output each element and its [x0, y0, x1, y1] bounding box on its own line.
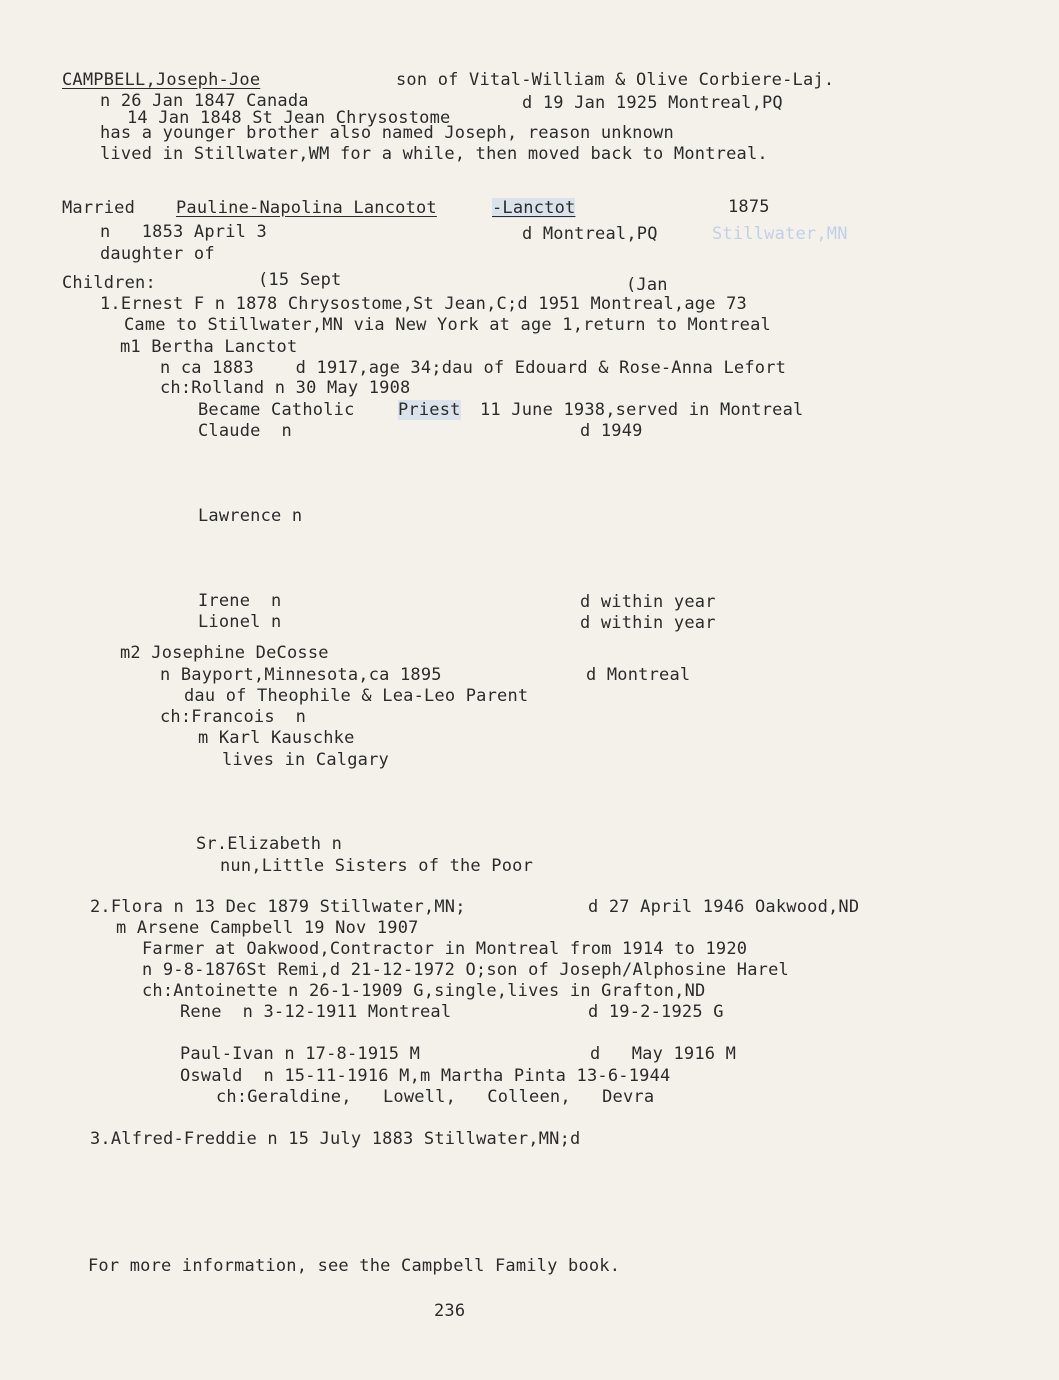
married-label: Married: [62, 198, 136, 218]
child2-husband-occupation: Farmer at Oakwood,Contractor in Montreal from 1914 to 1920: [142, 939, 748, 959]
spouse-birth: n 1853 April 3: [100, 222, 267, 242]
child1-francois: ch:Francois n: [160, 707, 307, 727]
subject-birth: n 26 Jan 1847 Canada: [100, 91, 309, 111]
child2-rene: Rene n 3-12-1911 Montreal: [180, 1002, 452, 1022]
spouse-daughter-of: daughter of: [100, 244, 215, 264]
francois-spouse: m Karl Kauschke: [198, 728, 355, 748]
page-number: 236: [434, 1301, 466, 1321]
child2-marriage: m Arsene Campbell 19 Nov 1907: [116, 918, 419, 938]
child1-marriage1: m1 Bertha Lanctot: [120, 337, 298, 357]
child1-line: 1.Ernest F n 1878 Chrysostome,St Jean,C;d 1951 Montreal,age 73: [100, 294, 747, 314]
child2-oswald: Oswald n 15-11-1916 M,m Martha Pinta 13-6-1944: [180, 1066, 671, 1086]
subject-note-residence: lived in Stillwater,WM for a while, then moved back to Montreal.: [100, 144, 768, 164]
marriage-year: 1875: [728, 197, 770, 217]
child2-line: 2.Flora n 13 Dec 1879 Stillwater,MN;: [90, 897, 466, 917]
child1-death-annotation: (Jan: [626, 275, 668, 295]
child1-lawrence: Lawrence n: [198, 506, 303, 526]
child1-wife2-birth: n Bayport,Minnesota,ca 1895: [160, 665, 442, 685]
subject-alt-birth: 14 Jan 1848 St Jean Chrysostome: [127, 108, 451, 128]
subject-note-brother: has a younger brother also named Joseph, reason unknown: [100, 123, 674, 143]
child1-elizabeth: Sr.Elizabeth n: [196, 834, 343, 854]
child1-birth-annotation: (15 Sept: [258, 270, 342, 290]
child1-marriage2: m2 Josephine DeCosse: [120, 643, 329, 663]
elizabeth-order: nun,Little Sisters of the Poor: [220, 856, 534, 876]
spouse-faint-note: Stillwater,MN: [712, 224, 848, 244]
spouse-death: d Montreal,PQ: [522, 224, 658, 244]
more-info-note: For more information, see the Campbell Family book.: [88, 1256, 621, 1276]
child1-lionel-death: d within year: [580, 613, 716, 633]
children-label: Children:: [62, 273, 156, 293]
child1-claude-death: d 1949: [580, 421, 643, 441]
oswald-children: ch:Geraldine, Lowell, Colleen, Devra: [216, 1087, 655, 1107]
rolland-priest: Priest: [398, 400, 461, 420]
child1-irene-death: d within year: [580, 592, 716, 612]
child2-husband-details: n 9-8-1876St Remi,d 21-12-1972 O;son of Joseph/Alphosine Harel: [142, 960, 789, 980]
child1-irene: Irene n: [198, 591, 282, 611]
child1-wife1-details: n ca 1883 d 1917,age 34;dau of Edouard & Rose-Anna Lefort: [160, 358, 787, 378]
child1-lionel: Lionel n: [198, 612, 282, 632]
child2-death: d 27 April 1946 Oakwood,ND: [588, 897, 860, 917]
subject-name: CAMPBELL,Joseph-Joe: [62, 70, 261, 90]
rolland-became-catholic: Became Catholic: [198, 400, 355, 420]
child2-rene-death: d 19-2-1925 G: [588, 1002, 724, 1022]
child1-wife2-parents: dau of Theophile & Lea-Leo Parent: [184, 686, 529, 706]
francois-residence: lives in Calgary: [222, 750, 389, 770]
subject-parents: son of Vital-William & Olive Corbiere-Laj.: [396, 70, 835, 90]
child1-wife2-death: d Montreal: [586, 665, 691, 685]
child1-claude: Claude n: [198, 421, 292, 441]
child3-line: 3.Alfred-Freddie n 15 July 1883 Stillwater,MN;d: [90, 1129, 581, 1149]
child2-antoinette: ch:Antoinette n 26-1-1909 G,single,lives in Grafton,ND: [142, 981, 706, 1001]
child2-paul-ivan: Paul-Ivan n 17-8-1915 M: [180, 1044, 421, 1064]
subject-death: d 19 Jan 1925 Montreal,PQ: [522, 93, 783, 113]
spouse-name-alt: -Lanctot: [492, 198, 576, 218]
child2-paul-ivan-death: d May 1916 M: [590, 1044, 737, 1064]
rolland-ordination: 11 June 1938,served in Montreal: [480, 400, 804, 420]
child1-note: Came to Stillwater,MN via New York at age 1,return to Montreal: [124, 315, 771, 335]
spouse-name: Pauline-Napolina Lancotot: [176, 198, 437, 218]
child1-son-rolland: ch:Rolland n 30 May 1908: [160, 378, 411, 398]
